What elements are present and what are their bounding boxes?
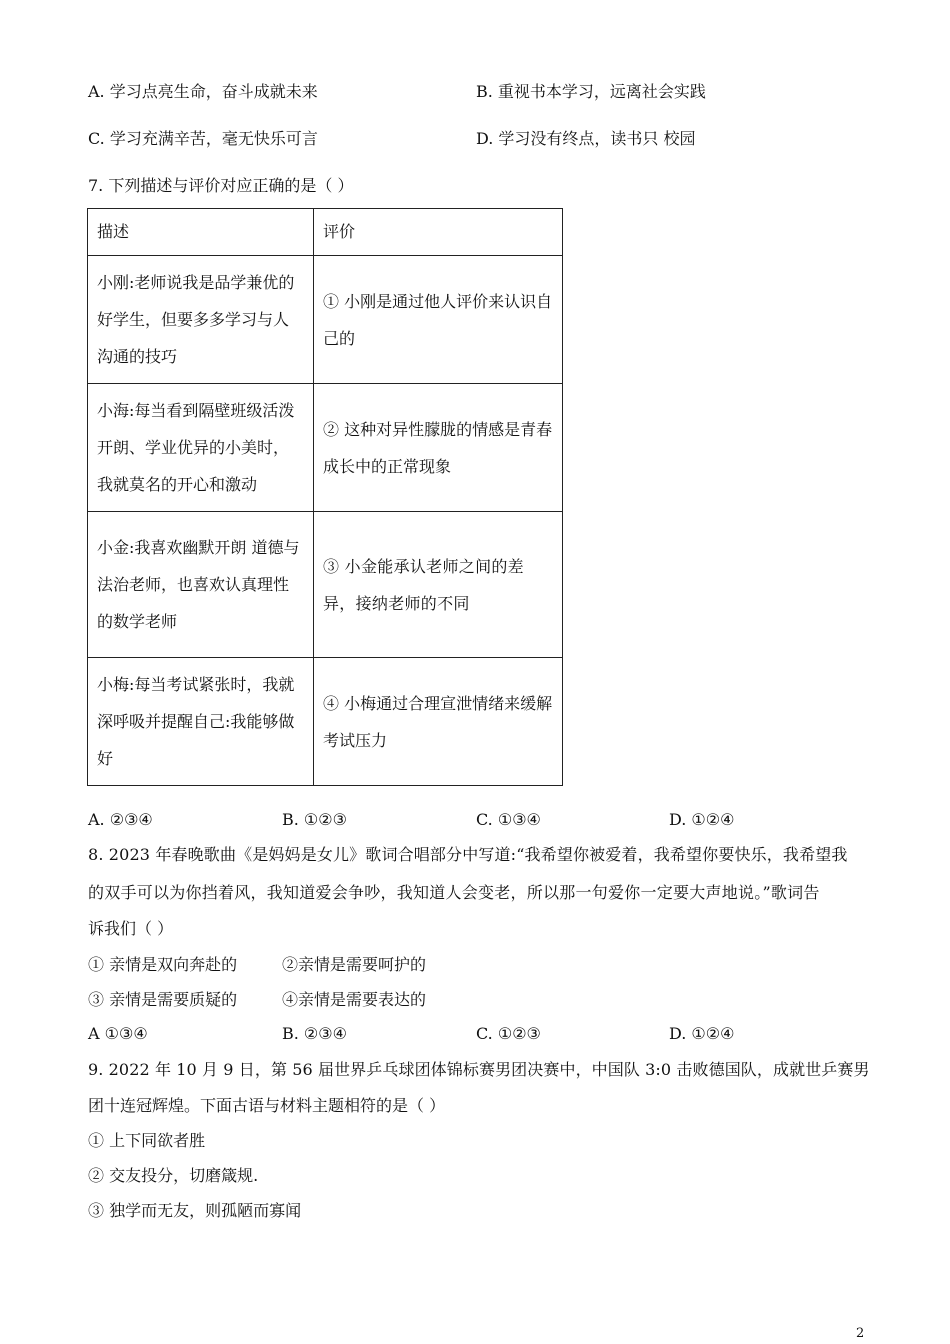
q6-option-a: A. 学习点亮生命，奋斗成就未来 — [88, 82, 318, 101]
q8-stem-line-2: 的双手可以为你挡着风，我知道爱会争吵，我知道人会变老，所以那一句爱你一定要大声地说。”歌词告 — [88, 883, 820, 902]
q7-option-c: C. ①③④ — [476, 810, 541, 829]
table-row — [88, 512, 563, 658]
q9-item-3: ③ 独学而无友，则孤陋而寡闻 — [88, 1201, 302, 1220]
q9-stem-line-2: 团十连冠辉煌。下面古语与材料主题相符的是（ ） — [88, 1096, 446, 1115]
q6-option-b: B. 重视书本学习，远离社会实践 — [476, 82, 706, 101]
q6-option-d: D. 学习没有终点，读书只 校园 — [476, 129, 696, 148]
q7-stem: 7. 下列描述与评价对应正确的是（ ） — [88, 176, 354, 195]
q8-item-4: ④亲情是需要表达的 — [282, 990, 427, 1009]
q8-option-b: B. ②③④ — [282, 1024, 347, 1043]
table-cell-description: 小刚:老师说我是品学兼优的好学生，但要多多学习与人沟通的技巧 — [88, 256, 314, 384]
table-cell-evaluation: ④ 小梅通过合理宣泄情绪来缓解考试压力 — [314, 658, 563, 786]
q9-stem-line-1: 9. 2022 年 10 月 9 日，第 56 届世界乒乓球团体锦标赛男团决赛中，中国队 3:0 击败德国队，成就世乒赛男 — [88, 1060, 870, 1079]
q7-option-d: D. ①②④ — [669, 810, 735, 829]
q7-table — [87, 208, 563, 786]
table-cell-description: 小金:我喜欢幽默开朗 道德与法治老师，也喜欢认真理性的数学老师 — [88, 512, 314, 658]
table-cell-description: 小海:每当看到隔壁班级活泼开朗、学业优异的小美时，我就莫名的开心和激动 — [88, 384, 314, 512]
q8-item-3: ③ 亲情是需要质疑的 — [88, 990, 238, 1009]
table-cell-evaluation: ② 这种对异性朦胧的情感是青春成长中的正常现象 — [314, 384, 563, 512]
q9-item-2: ② 交友投分，切磨箴规. — [88, 1166, 259, 1185]
q7-option-b: B. ①②③ — [282, 810, 347, 829]
table-cell-evaluation: ① 小刚是通过他人评价来认识自己的 — [314, 256, 563, 384]
q8-item-1: ① 亲情是双向奔赴的 — [88, 955, 238, 974]
table-row — [88, 384, 563, 512]
q6-option-c: C. 学习充满辛苦，毫无快乐可言 — [88, 129, 318, 148]
q8-option-c: C. ①②③ — [476, 1024, 541, 1043]
table-cell-evaluation: ③ 小金能承认老师之间的差异，接纳老师的不同 — [314, 512, 563, 658]
q9-item-1: ① 上下同欲者胜 — [88, 1131, 206, 1150]
table-row — [88, 658, 563, 786]
q7-option-a: A. ②③④ — [88, 810, 153, 829]
q8-stem-line-3: 诉我们（ ） — [88, 919, 174, 938]
q8-option-a: A ①③④ — [88, 1024, 148, 1043]
table-row — [88, 256, 563, 384]
table-header-description: 描述 — [88, 209, 314, 256]
table-header-evaluation: 评价 — [314, 209, 563, 256]
page-number: 2 — [856, 1326, 865, 1341]
q8-item-2: ②亲情是需要呵护的 — [282, 955, 427, 974]
table-cell-description: 小梅:每当考试紧张时，我就深呼吸并提醒自己:我能够做好 — [88, 658, 314, 786]
table-header-row — [88, 209, 563, 256]
q8-stem-line-1: 8. 2023 年春晚歌曲《是妈妈是女儿》歌词合唱部分中写道:“我希望你被爱着，我希望你要快乐，我希望我 — [88, 845, 848, 864]
q8-option-d: D. ①②④ — [669, 1024, 735, 1043]
